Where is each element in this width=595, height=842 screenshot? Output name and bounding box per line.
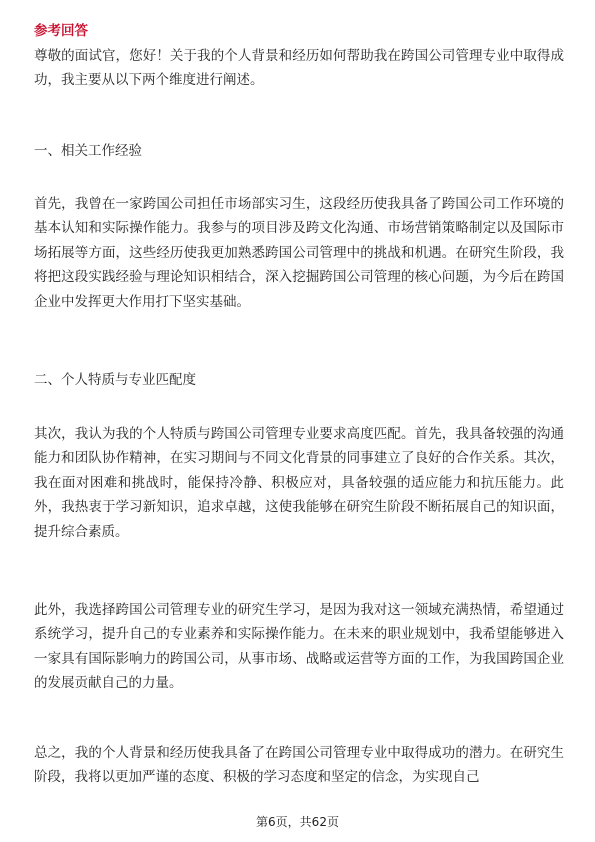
intro-paragraph: 尊敬的面试官，您好！关于我的个人背景和经历如何帮助我在跨国公司管理专业中取得成功，我主要从以下两个维度进行阐述。 (34, 48, 564, 89)
page-number-footer: 第6页，共62页 (256, 815, 339, 829)
answer-heading: 参考回答 (34, 23, 88, 39)
motivation-paragraph: 此外，我选择跨国公司管理专业的研究生学习，是因为我对这一领域充满热情，希望通过系统学习，提升自己的专业素养和实际操作能力。在未来的职业规划中，我希望能够进入一家具有国际影响力的跨国公司，从事市场、战略或运营等方面的工作，为我国跨国企业的发展贡献自己的力量。 (34, 602, 564, 692)
section-title-work-experience: 一、相关工作经验 (34, 143, 142, 159)
section-title-personal-traits: 二、个人特质与专业匹配度 (34, 372, 196, 388)
personal-traits-paragraph: 其次，我认为我的个人特质与跨国公司管理专业要求高度匹配。首先，我具备较强的沟通能力和团队协作精神，在实习期间与不同文化背景的同事建立了良好的合作关系。其次，我在面对困难和挑战时，能保持冷静、积极应对，具备较强的适应能力和抗压能力。此外，我热衷于学习新知识，追求卓越，这使我能够在研究生阶段不断拓展自己的知识面，提升综合素质。 (34, 426, 564, 540)
conclusion-paragraph: 总之，我的个人背景和经历使我具备了在跨国公司管理专业中取得成功的潜力。在研究生阶段，我将以更加严谨的态度、积极的学习态度和坚定的信念，为实现自己 (34, 745, 564, 786)
work-experience-paragraph: 首先，我曾在一家跨国公司担任市场部实习生，这段经历使我具备了跨国公司工作环境的基本认知和实际操作能力。我参与的项目涉及跨文化沟通、市场营销策略制定以及国际市场拓展等方面，这些经历使我更加熟悉跨国公司管理中的挑战和机遇。在研究生阶段，我将把这段实践经验与理论知识相结合，深入挖掘跨国公司管理的核心问题，为今后在跨国企业中发挥更大作用打下坚实基础。 (34, 196, 564, 310)
